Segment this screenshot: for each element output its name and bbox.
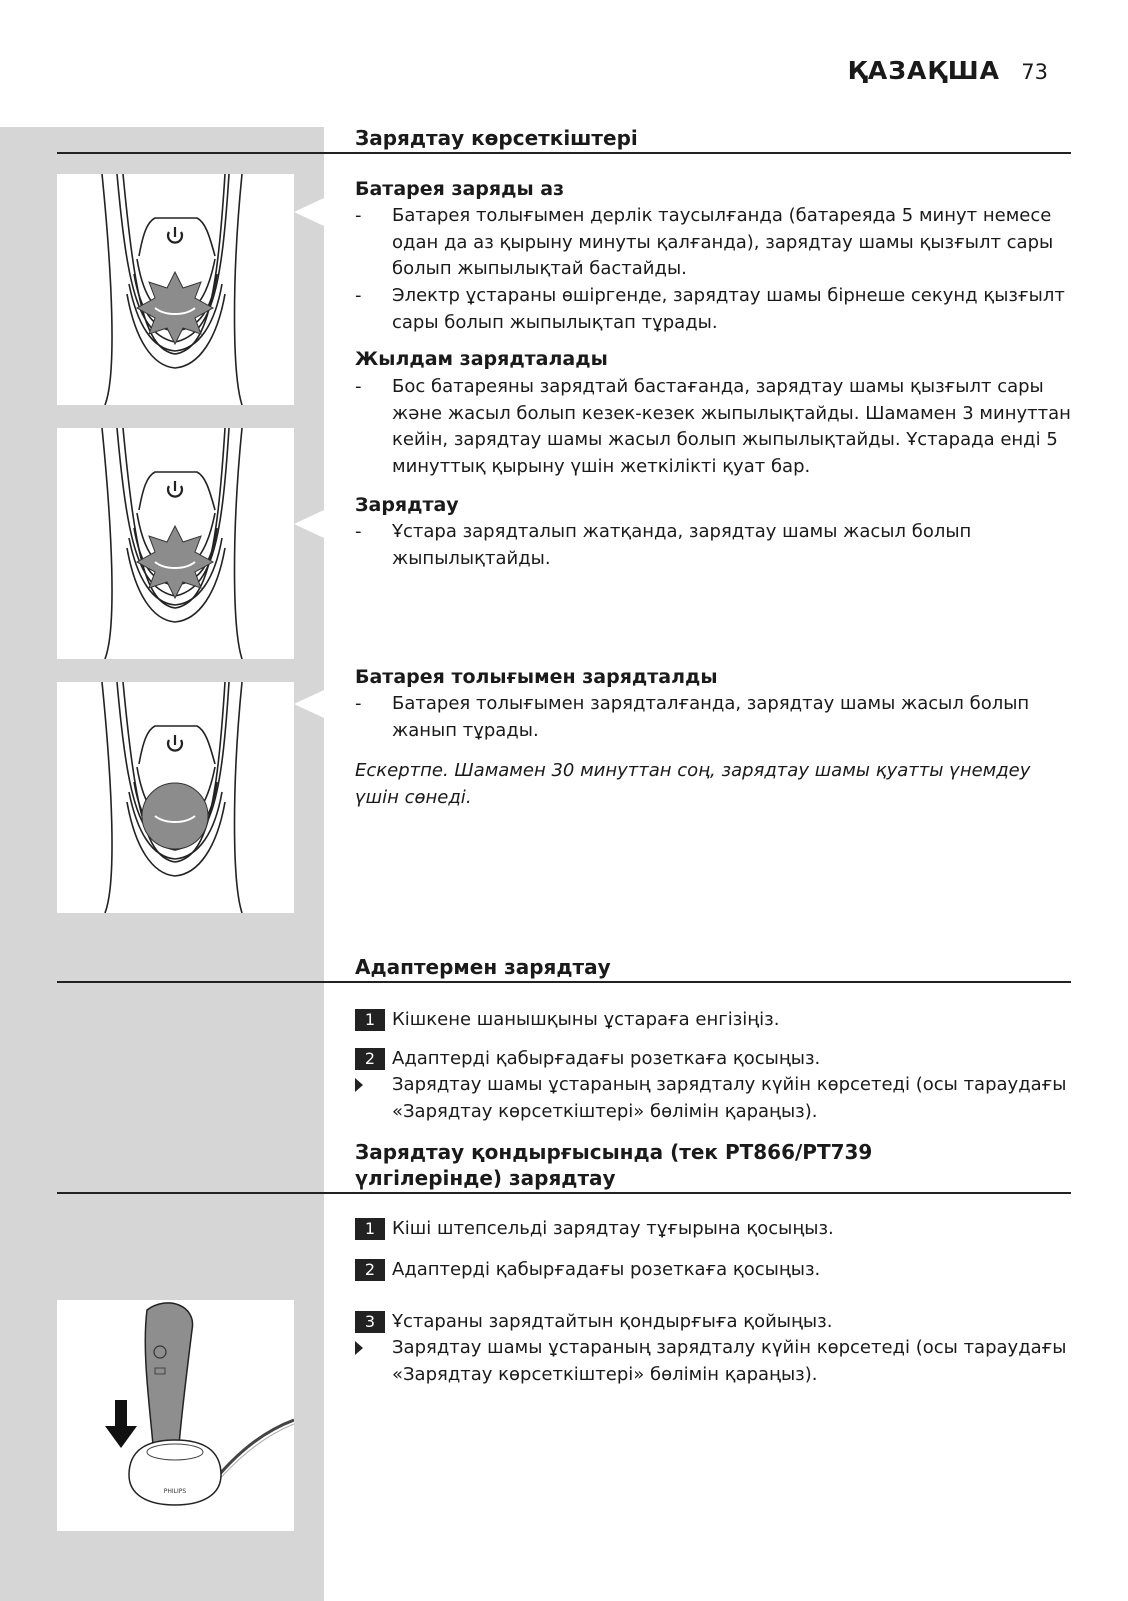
dash-marker: - [355, 693, 362, 714]
callout-pointer [294, 510, 324, 538]
step-number: 3 [355, 1311, 385, 1333]
low-battery-title: Батарея заряды аз [355, 178, 565, 200]
power-icon [168, 227, 182, 243]
power-icon [168, 735, 182, 751]
step-item: 2 Адаптерді қабырғадағы розеткаға қосыңыз. [355, 1046, 1075, 1073]
illustration-quick-charge [57, 428, 294, 659]
blink-star-icon [137, 526, 213, 598]
result-bullet-icon [355, 1341, 363, 1355]
shaver-on-stand-illustration [57, 1300, 294, 1531]
list-item: - Батарея толығымен дерлік таусылғанда (батареяда 5 минут немесе одан да аз қырыну минуты қалғанда), зарядтау шамы қызғылт сары болып жыпылықтай бастайды. [355, 205, 1054, 279]
dash-marker: - [355, 285, 362, 306]
step-item: 1 Кішкене шанышқыны ұстараға енгізіңіз. [355, 1007, 1075, 1034]
list-item: - Бос батареяны зарядтай бастағанда, зарядтау шамы қызғылт сары және жасыл болып кезек-кезек жыпылықтайды. Шамамен 3 минуттан кейін, зарядтау шамы жасыл болып жыпылықтайды. Ұстарада енді 5 минуттық қырыну үшін жеткілікті қуат бар. [355, 376, 1071, 477]
section-rule [57, 152, 1071, 154]
shaver-steady-illustration [57, 682, 294, 913]
illustration-low-battery [57, 174, 294, 405]
steady-light-icon [142, 783, 208, 849]
list-item: - Ұстара зарядталып жатқанда, зарядтау шамы жасыл болып жыпылықтайды. [355, 521, 972, 569]
charging-title: Зарядтау [355, 494, 459, 516]
down-arrow-icon [105, 1400, 137, 1448]
power-icon [168, 481, 182, 497]
shaver-blinking-illustration [57, 428, 294, 659]
section-rule [57, 981, 1071, 983]
adapter-title: Адаптермен зарядтау [355, 955, 611, 979]
step-number: 1 [355, 1218, 385, 1240]
quick-charge-title: Жылдам зарядталады [355, 348, 608, 370]
full-charge-title: Батарея толығымен зарядталды [355, 666, 718, 688]
list-item: - Электр ұстараны өшіргенде, зарядтау шамы бірнеше секунд қызғылт сары болып жыпылықтап тұрады. [355, 285, 1065, 333]
result-item: Зарядтау шамы ұстараның зарядталу күйін көрсетеді (осы тараудағы «Зарядтау көрсеткіштері» бөлімін қараңыз). [355, 1072, 1075, 1125]
step-item: 2 Адаптерді қабырғадағы розеткаға қосыңыз. [355, 1257, 1075, 1284]
blink-star-icon [137, 272, 213, 344]
result-bullet-icon [355, 1078, 363, 1092]
indicators-title: Зарядтау көрсеткіштері [355, 126, 638, 150]
illustration-charging-stand [57, 1300, 294, 1531]
callout-pointer [294, 198, 324, 226]
step-item: 1 Кіші штепсельді зарядтау тұғырына қосыңыз. [355, 1216, 1075, 1243]
language-heading: ҚАЗАҚША [847, 56, 1000, 85]
step-number: 1 [355, 1009, 385, 1031]
step-number: 2 [355, 1259, 385, 1281]
list-item: - Батарея толығымен зарядталғанда, зарядтау шамы жасыл болып жанып тұрады. [355, 693, 1030, 741]
section-rule [57, 1192, 1071, 1194]
illustration-full-charge [57, 682, 294, 913]
result-item: Зарядтау шамы ұстараның зарядталу күйін көрсетеді (осы тараудағы «Зарядтау көрсеткіштері» бөлімін қараңыз). [355, 1335, 1075, 1388]
callout-pointer [294, 690, 324, 718]
stand-title: Зарядтау қондырғысында (тек PT866/PT739 үлгілерінде) зарядтау [355, 1140, 873, 1190]
shaver-blinking-illustration [57, 174, 294, 405]
page-number: 73 [1021, 60, 1048, 84]
dash-marker: - [355, 205, 362, 226]
brand-label: PHILIPS [163, 1488, 187, 1495]
step-number: 2 [355, 1048, 385, 1070]
step-item: 3 Ұстараны зарядтайтын қондырғыға қойыңыз. [355, 1309, 1075, 1336]
dash-marker: - [355, 376, 362, 397]
note-text: Ескертпе. Шамамен 30 минуттан соң, зарядтау шамы қуатты үнемдеу үшін сөнеді. [355, 760, 1031, 808]
dash-marker: - [355, 521, 362, 542]
